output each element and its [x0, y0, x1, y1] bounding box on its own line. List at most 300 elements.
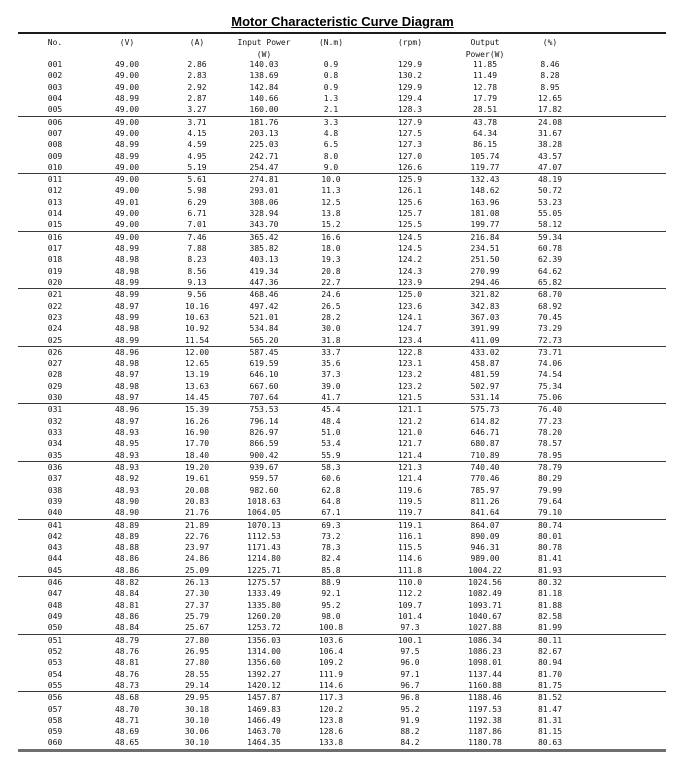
table-row: [18, 197, 666, 208]
cell-2: 17.70: [184, 439, 210, 449]
cell-1: 48.96: [114, 347, 140, 357]
cell-2: 15.39: [184, 405, 210, 415]
cell-3: 707.64: [232, 392, 296, 404]
filler-cell: [584, 49, 666, 59]
filler-cell: [584, 416, 666, 427]
cell-0: 011: [47, 175, 63, 185]
table-row: [18, 289, 666, 301]
cell-6: 199.77: [454, 219, 516, 231]
cell-1: 48.97: [114, 416, 140, 426]
cell-7: 76.40: [537, 405, 563, 415]
cell-3: 646.10: [249, 370, 279, 380]
cell-4: 92.1: [321, 589, 341, 599]
cell-2: 20.83: [184, 496, 210, 506]
table-row: [18, 219, 666, 231]
cell-1: 48.89: [114, 531, 140, 541]
cell-5: 128.3: [366, 104, 454, 116]
cell-2: 22.76: [184, 531, 210, 541]
table-row: [18, 266, 666, 277]
cell-5: 129.9: [397, 82, 423, 92]
filler-cell: [584, 346, 666, 358]
cell-0: 031: [47, 405, 63, 415]
cell-5: 126.1: [397, 186, 423, 196]
cell-1: 49.00: [114, 117, 140, 127]
filler-cell: [584, 392, 666, 404]
cell-4: 20.8: [321, 266, 341, 276]
cell-0: 023: [47, 312, 63, 322]
filler-cell: [584, 312, 666, 323]
cell-5: 126.6: [366, 162, 454, 174]
cell-3: 1420.12: [232, 680, 296, 692]
cell-3: 468.46: [249, 290, 279, 300]
cell-4: 39.0: [321, 381, 341, 391]
cell-6: 1160.88: [454, 680, 516, 692]
cell-2: 27.30: [184, 589, 210, 599]
cell-0: 055: [18, 680, 92, 692]
cell-1: 48.99: [114, 140, 140, 150]
cell-6: 740.40: [470, 462, 500, 472]
cell-1: 48.93: [114, 462, 140, 472]
cell-4: 28.2: [321, 312, 341, 322]
cell-4: 58.3: [321, 462, 341, 472]
cell-4: 6.5: [323, 140, 339, 150]
cell-0: 051: [47, 635, 63, 645]
cell-1: 48.90: [92, 507, 162, 519]
filler-cell: [584, 185, 666, 196]
cell-5: 121.2: [397, 416, 423, 426]
header-row-units: [18, 49, 666, 59]
table-row: [18, 485, 666, 496]
cell-5: 129.4: [397, 93, 423, 103]
cell-0: 059: [47, 727, 63, 737]
cell-2: 16.90: [184, 428, 210, 437]
cell-7: 82.58: [537, 612, 563, 621]
cell-3: 365.42: [249, 232, 279, 242]
column-header-sub-5: [366, 49, 454, 59]
table-row: [18, 82, 666, 93]
cell-0: 037: [47, 474, 63, 484]
cell-6: 1098.01: [468, 658, 502, 668]
cell-0: 018: [47, 255, 63, 265]
column-header-7: (%): [542, 38, 558, 47]
cell-1: 48.93: [92, 450, 162, 462]
table-row: [18, 381, 666, 392]
cell-0: 028: [47, 370, 63, 380]
cell-6: 646.71: [470, 428, 500, 437]
cell-7: 81.47: [537, 704, 563, 714]
cell-1: 49.00: [92, 162, 162, 174]
cell-7: 80.94: [537, 658, 563, 668]
cell-0: 003: [47, 82, 63, 92]
filler-cell: [584, 646, 666, 657]
table-row: [18, 577, 666, 589]
cell-4: 33.7: [321, 347, 341, 357]
cell-6: 294.46: [454, 277, 516, 289]
cell-0: 026: [47, 347, 63, 357]
cell-4: 123.8: [318, 715, 344, 725]
cell-7: 79.64: [537, 496, 563, 506]
cell-2: 2.86: [187, 60, 207, 69]
cell-7: 82.67: [537, 646, 563, 656]
cell-2: 2.87: [187, 93, 207, 103]
cell-2: 28.55: [184, 669, 210, 679]
cell-4: 3.3: [323, 117, 339, 127]
cell-5: 109.7: [397, 600, 423, 610]
cell-1: 48.97: [92, 392, 162, 404]
cell-5: 123.2: [397, 370, 423, 380]
column-header-6: Output: [470, 38, 500, 47]
cell-6: 12.78: [472, 82, 498, 92]
cell-1: 48.84: [114, 589, 140, 599]
cell-7: 59.34: [537, 232, 563, 242]
cell-6: 17.79: [472, 93, 498, 103]
filler-cell: [584, 358, 666, 369]
filler-cell: [584, 704, 666, 715]
cell-3: 900.42: [232, 450, 296, 462]
cell-3: 1225.71: [232, 565, 296, 577]
cell-2: 11.54: [162, 335, 232, 347]
cell-1: 48.99: [92, 335, 162, 347]
cell-1: 48.86: [114, 554, 140, 564]
cell-4: 103.6: [318, 635, 344, 645]
cell-0: 039: [47, 496, 63, 506]
table-row: [18, 312, 666, 323]
cell-5: 97.5: [400, 646, 420, 656]
cell-7: 58.12: [516, 219, 584, 231]
cell-1: 49.00: [114, 186, 140, 196]
table-row: [18, 473, 666, 484]
cell-3: 1171.43: [247, 543, 281, 553]
table-row: [18, 542, 666, 553]
cell-2: 9.13: [162, 277, 232, 289]
filler-cell: [584, 473, 666, 484]
cell-0: 057: [47, 704, 63, 714]
filler-cell: [584, 565, 666, 577]
cell-2: 19.61: [184, 474, 210, 484]
cell-7: 12.65: [537, 93, 563, 103]
cell-6: 181.08: [470, 209, 500, 219]
cell-4: 12.5: [321, 197, 341, 207]
cell-2: 30.18: [184, 704, 210, 714]
table-row: [18, 669, 666, 680]
cell-2: 9.56: [187, 290, 207, 300]
cell-3: 534.84: [249, 324, 279, 334]
table-row: [18, 404, 666, 416]
cell-1: 48.98: [114, 381, 140, 391]
cell-6: 864.07: [470, 520, 500, 530]
cell-0: 050: [18, 622, 92, 634]
cell-0: 060: [47, 738, 63, 748]
cell-5: 88.2: [400, 727, 420, 737]
cell-6: 216.84: [470, 232, 500, 242]
table-row: [18, 323, 666, 334]
cell-3: 254.47: [232, 162, 296, 174]
cell-4: 117.3: [318, 693, 344, 703]
cell-3: 1018.63: [247, 496, 281, 506]
cell-7: 80.74: [537, 520, 563, 530]
cell-4: 0.8: [323, 71, 339, 81]
cell-0: 005: [18, 104, 92, 116]
cell-7: 55.05: [537, 209, 563, 219]
cell-7: 80.01: [537, 531, 563, 541]
column-header-sub-2: [162, 49, 232, 59]
table-row: [18, 346, 666, 358]
cell-0: 035: [18, 450, 92, 462]
cell-4: 16.6: [321, 232, 341, 242]
cell-2: 3.27: [162, 104, 232, 116]
cell-7: 81.15: [537, 727, 563, 737]
cell-0: 040: [18, 507, 92, 519]
cell-4: 133.8: [318, 738, 344, 748]
cell-2: 30.06: [184, 727, 210, 737]
header-row-labels: [18, 33, 666, 49]
filler-cell: [584, 104, 666, 116]
cell-3: 160.00: [232, 104, 296, 116]
cell-6: 1082.49: [468, 589, 502, 599]
cell-7: 81.93: [516, 565, 584, 577]
cell-3: 1333.49: [247, 589, 281, 599]
cell-7: 81.31: [537, 715, 563, 725]
cell-6: 502.97: [470, 381, 500, 391]
cell-6: 321.82: [470, 290, 500, 300]
cell-5: 121.7: [397, 439, 423, 449]
cell-1: 48.97: [114, 301, 140, 311]
cell-2: 20.08: [184, 485, 210, 495]
cell-1: 48.70: [114, 704, 140, 714]
table-row: [18, 622, 666, 634]
table-row: [18, 600, 666, 611]
cell-1: 49.00: [114, 209, 140, 219]
table-row: [18, 208, 666, 219]
cell-0: 027: [47, 359, 63, 369]
cell-1: 48.96: [114, 405, 140, 415]
cell-6: 575.73: [470, 405, 500, 415]
cell-7: 81.18: [537, 589, 563, 599]
cell-3: 1260.20: [247, 612, 281, 621]
table-row: [18, 139, 666, 150]
cell-3: 1275.57: [247, 578, 281, 588]
cell-1: 48.98: [114, 255, 140, 265]
table-row: [18, 93, 666, 104]
table-row: [18, 634, 666, 646]
cell-5: 119.6: [397, 485, 423, 495]
cell-4: 15.2: [296, 219, 366, 231]
cell-2: 10.16: [184, 301, 210, 311]
cell-2: 25.79: [184, 612, 210, 621]
cell-3: 497.42: [249, 301, 279, 311]
cell-0: 006: [47, 117, 63, 127]
cell-6: 1093.71: [468, 600, 502, 610]
column-header-sub-7: [516, 49, 584, 59]
cell-2: 30.10: [184, 715, 210, 725]
filler-cell: [584, 461, 666, 473]
cell-2: 26.95: [184, 646, 210, 656]
cell-1: 48.99: [92, 277, 162, 289]
cell-4: 95.2: [321, 600, 341, 610]
cell-7: 65.82: [516, 277, 584, 289]
filler-cell: [584, 519, 666, 531]
cell-5: 97.3: [366, 622, 454, 634]
cell-5: 100.1: [397, 635, 423, 645]
cell-0: 045: [18, 565, 92, 577]
cell-4: 45.4: [321, 405, 341, 415]
table-row: [18, 565, 666, 577]
cell-2: 10.63: [184, 312, 210, 322]
cell-5: 96.7: [366, 680, 454, 692]
cell-2: 5.98: [187, 186, 207, 196]
filler-cell: [584, 335, 666, 347]
cell-5: 84.2: [400, 738, 420, 748]
cell-3: 565.20: [232, 335, 296, 347]
cell-4: 55.9: [296, 450, 366, 462]
cell-5: 123.6: [397, 301, 423, 311]
cell-5: 124.5: [397, 244, 423, 253]
filler-cell: [584, 301, 666, 312]
cell-0: 008: [47, 140, 63, 150]
cell-4: 69.3: [321, 520, 341, 530]
filler-cell: [584, 669, 666, 680]
cell-0: 010: [18, 162, 92, 174]
cell-1: 48.86: [92, 565, 162, 577]
cell-3: 587.45: [249, 347, 279, 357]
cell-7: 31.67: [537, 128, 563, 138]
cell-6: 680.87: [470, 439, 500, 449]
cell-6: 1180.78: [468, 738, 502, 748]
table-row: [18, 715, 666, 726]
cell-6: 132.43: [470, 175, 500, 185]
cell-0: 020: [18, 277, 92, 289]
table-row: [18, 254, 666, 265]
cell-1: 48.98: [114, 324, 140, 334]
cell-5: 123.2: [397, 381, 423, 391]
cell-4: 128.6: [318, 727, 344, 737]
cell-0: 019: [47, 266, 63, 276]
cell-1: 48.92: [114, 474, 140, 484]
cell-4: 10.0: [321, 175, 341, 185]
cell-1: 48.76: [114, 646, 140, 656]
filler-cell: [584, 542, 666, 553]
cell-7: 80.11: [537, 635, 563, 645]
cell-0: 029: [47, 381, 63, 391]
cell-7: 78.57: [537, 439, 563, 449]
cell-4: 60.6: [321, 474, 341, 484]
filler-cell: [584, 59, 666, 70]
cell-5: 125.6: [397, 197, 423, 207]
cell-7: 72.73: [516, 335, 584, 347]
table-row: [18, 737, 666, 750]
cell-6: 270.99: [470, 266, 500, 276]
cell-0: 004: [47, 93, 63, 103]
cell-5: 124.5: [397, 232, 423, 242]
cell-0: 041: [47, 520, 63, 530]
table-row: [18, 704, 666, 715]
cell-3: 939.67: [249, 462, 279, 472]
cell-2: 7.01: [162, 219, 232, 231]
cell-0: 048: [47, 600, 63, 610]
cell-2: 12.65: [184, 359, 210, 369]
cell-4: 31.8: [296, 335, 366, 347]
cell-1: 48.69: [114, 727, 140, 737]
filler-cell: [584, 139, 666, 150]
cell-5: 121.5: [366, 392, 454, 404]
cell-7: 75.34: [537, 381, 563, 391]
cell-3: 1064.05: [232, 507, 296, 519]
cell-7: 78.79: [537, 462, 563, 472]
cell-1: 49.00: [114, 82, 140, 92]
filler-cell: [584, 266, 666, 277]
cell-2: 6.29: [187, 197, 207, 207]
cell-1: 48.65: [114, 738, 140, 748]
cell-5: 127.5: [397, 128, 423, 138]
table-row: [18, 358, 666, 369]
cell-2: 4.95: [187, 151, 207, 161]
table-row: [18, 392, 666, 404]
cell-4: 9.0: [296, 162, 366, 174]
table-row: [18, 657, 666, 668]
cell-2: 8.56: [187, 266, 207, 276]
cell-2: 10.92: [184, 324, 210, 334]
cell-7: 68.92: [537, 301, 563, 311]
cell-4: 98.0: [321, 612, 341, 621]
filler-cell: [584, 496, 666, 507]
cell-1: 48.79: [114, 635, 140, 645]
table-row: [18, 726, 666, 737]
cell-2: 8.23: [187, 255, 207, 265]
cell-6: 1197.53: [468, 704, 502, 714]
cell-4: 2.1: [296, 104, 366, 116]
cell-5: 125.5: [366, 219, 454, 231]
cell-6: 890.09: [470, 531, 500, 541]
cell-2: 27.80: [184, 635, 210, 645]
cell-1: 49.00: [92, 219, 162, 231]
table-row: [18, 646, 666, 657]
cell-3: 866.59: [249, 439, 279, 449]
motor-data-table: [18, 32, 666, 752]
cell-7: 60.78: [537, 244, 563, 253]
cell-7: 8.46: [540, 60, 560, 69]
cell-1: 48.95: [114, 439, 140, 449]
filler-cell: [584, 70, 666, 81]
cell-1: 48.98: [114, 359, 140, 369]
filler-cell: [584, 611, 666, 622]
cell-5: 121.1: [397, 405, 423, 415]
cell-2: 29.14: [162, 680, 232, 692]
cell-5: 127.0: [397, 151, 423, 161]
cell-7: 73.29: [537, 324, 563, 334]
cell-0: 053: [47, 658, 63, 668]
cell-2: 6.71: [187, 209, 207, 219]
cell-5: 124.7: [397, 324, 423, 334]
filler-cell: [584, 174, 666, 186]
cell-4: 109.2: [318, 658, 344, 668]
table-row: [18, 450, 666, 462]
column-header-sub-4: [296, 49, 366, 59]
cell-7: 81.88: [537, 600, 563, 610]
cell-6: 411.09: [454, 335, 516, 347]
cell-5: 91.9: [400, 715, 420, 725]
cell-2: 5.61: [187, 175, 207, 185]
cell-0: 016: [47, 232, 63, 242]
cell-5: 115.5: [397, 543, 423, 553]
cell-6: 251.50: [470, 255, 500, 265]
table-row: [18, 162, 666, 174]
cell-3: 1469.83: [247, 704, 281, 714]
table-row: [18, 277, 666, 289]
cell-0: 025: [18, 335, 92, 347]
table-row: [18, 369, 666, 380]
cell-4: 18.0: [321, 244, 341, 253]
cell-0: 017: [47, 244, 63, 253]
